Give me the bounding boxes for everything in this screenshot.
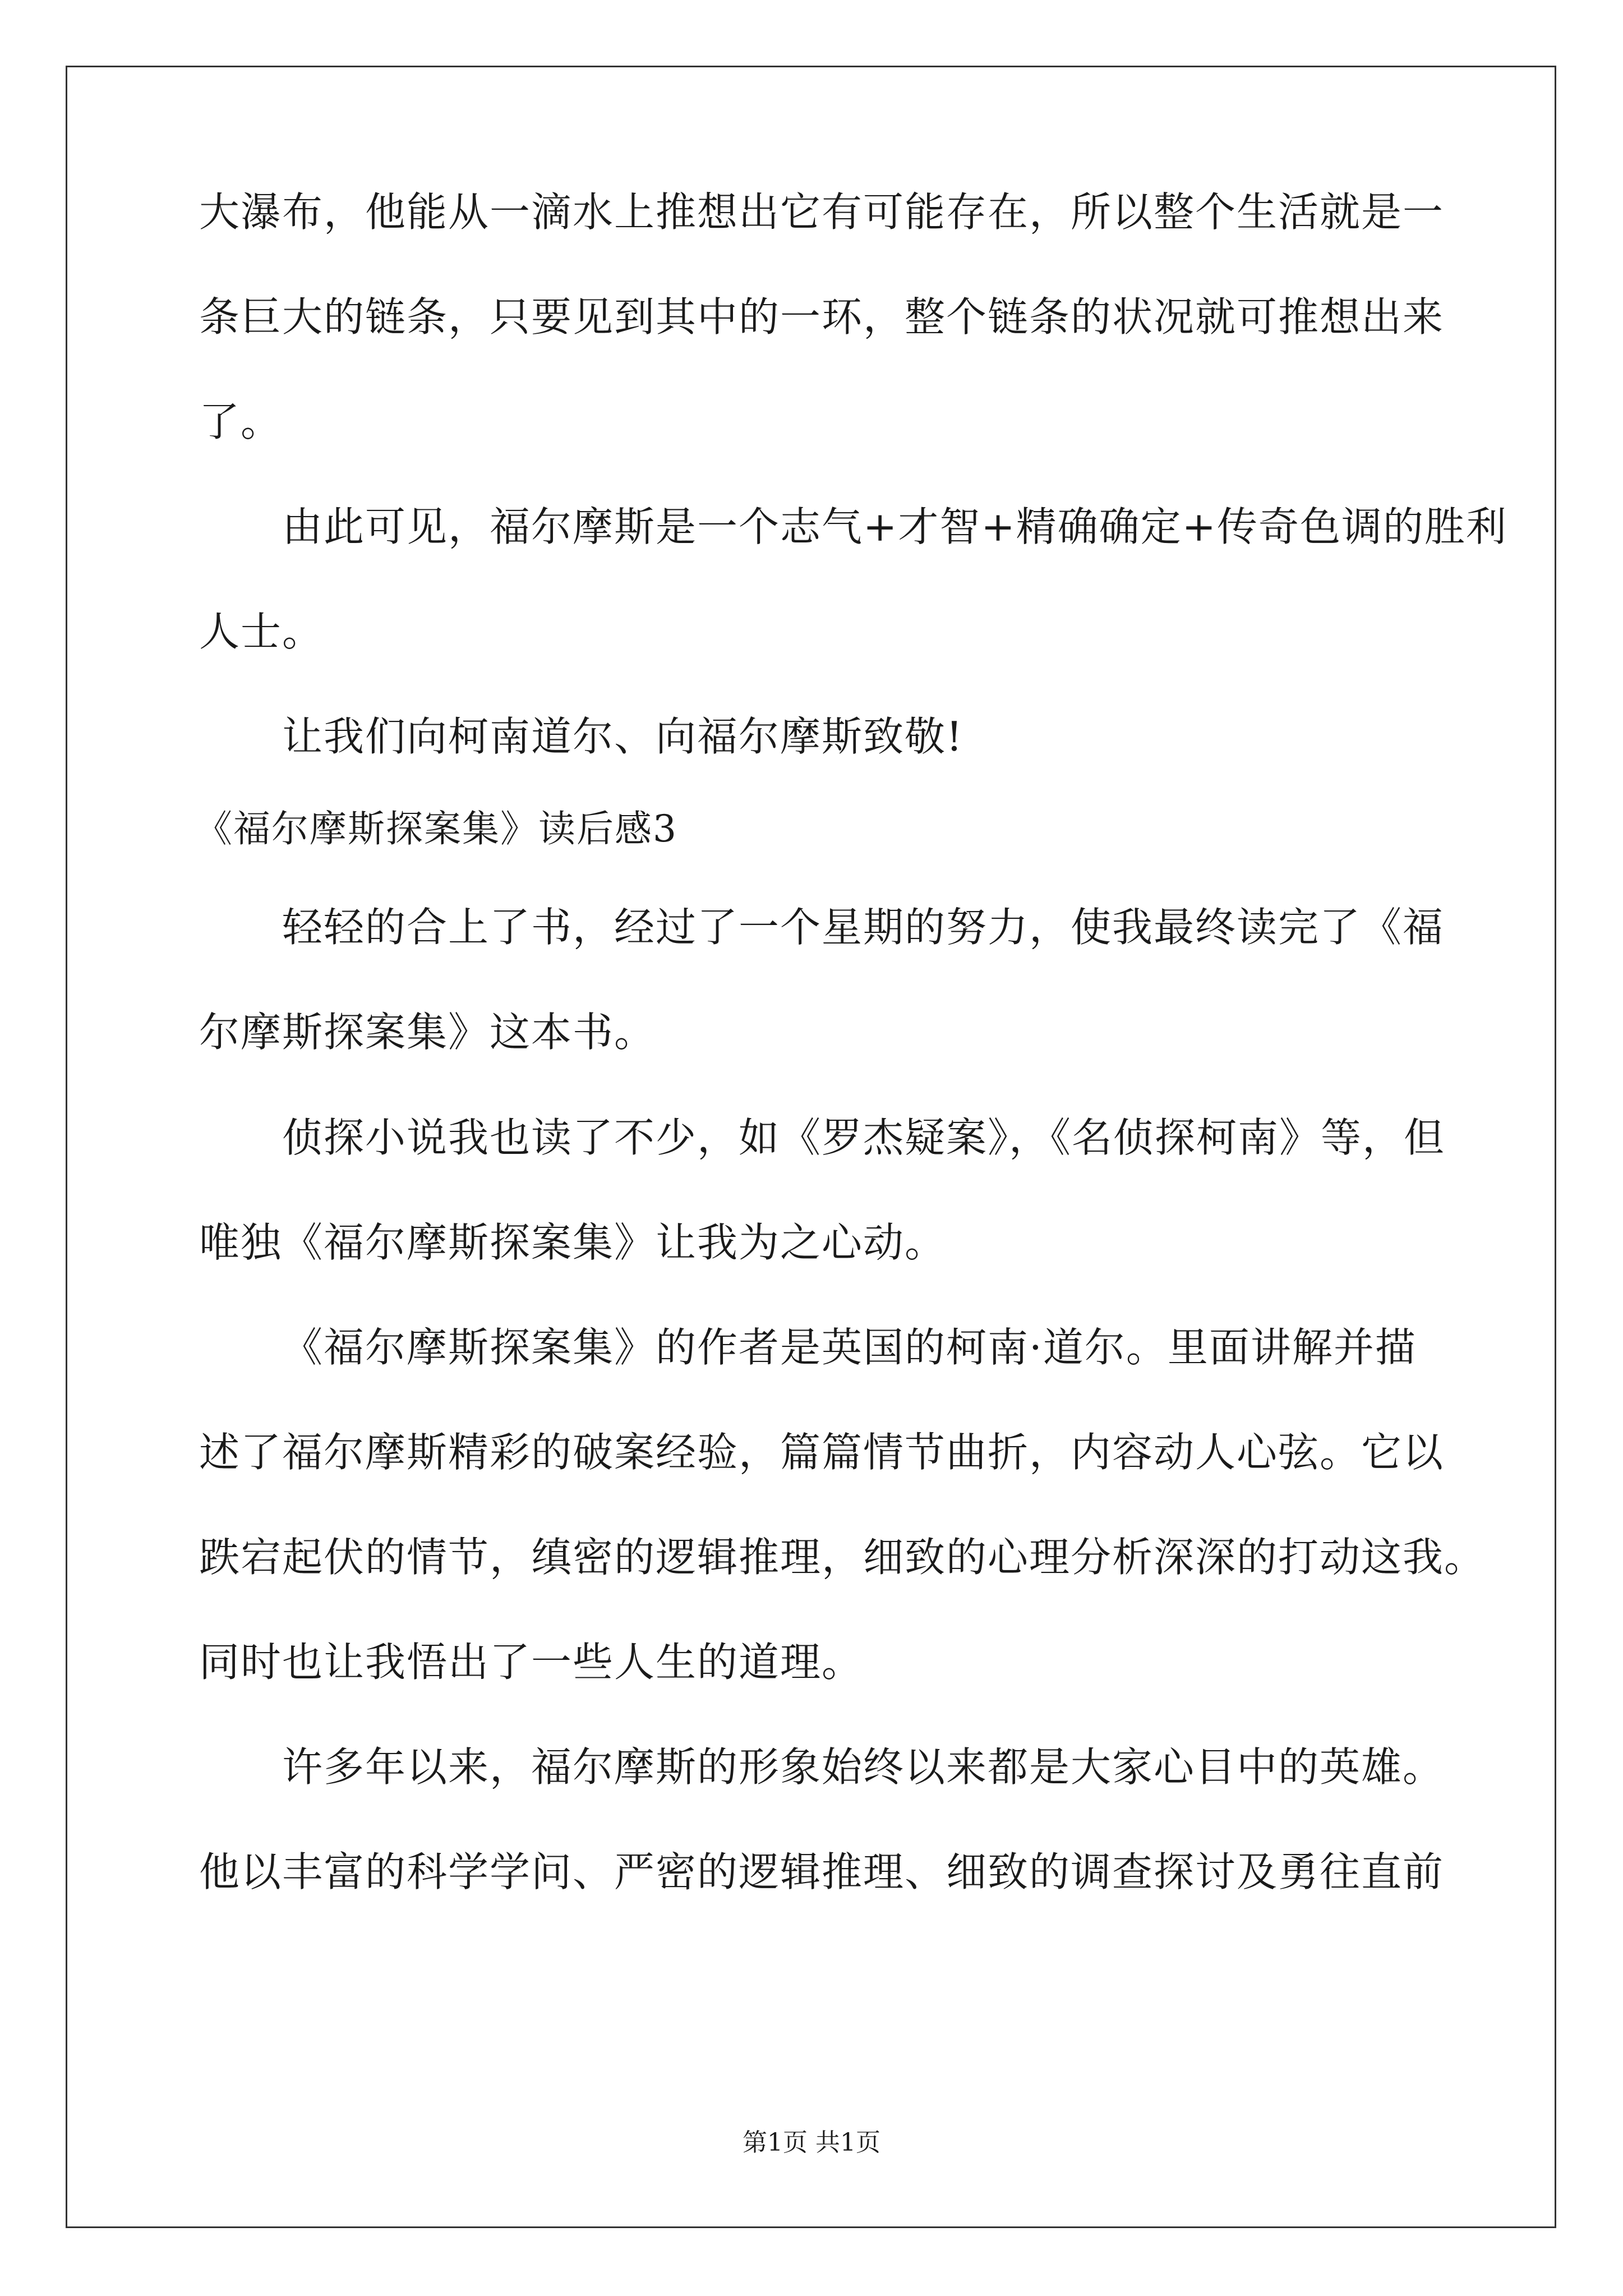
text-line: 跌宕起伏的情节，缜密的逻辑推理，细致的心理分析深深的打动这我。 [199,1534,1486,1581]
text-line: 侦探小说我也读了不少，如《罗杰疑案》，《名侦探柯南》等，但 [282,1114,1446,1161]
text-line: 《福尔摩斯探案集》的作者是英国的柯南·道尔。里面讲解并描 [282,1324,1417,1371]
text-line: 述了福尔摩斯精彩的破案经验，篇篇情节曲折，内容动人心弦。它以 [199,1429,1445,1476]
text-line: 同时也让我悟出了一些人生的道理。 [199,1639,864,1686]
text-line: 许多年以来，福尔摩斯的形象始终以来都是大家心目中的英雄。 [282,1743,1445,1791]
page-footer: 第1页 共1页 [743,2128,880,2157]
text-line: 唯独《福尔摩斯探案集》让我为之心动。 [199,1219,947,1266]
text-line: 轻轻的合上了书，经过了一个星期的努力，使我最终读完了《福 [282,904,1445,951]
text-line: 条巨大的链条，只要见到其中的一环，整个链条的状况就可推想出来 [199,293,1445,341]
text-line: 由此可见，福尔摩斯是一个志气+才智+精确确定+传奇色调的胜利 [282,503,1507,550]
section-heading: 《福尔摩斯探案集》读后感3 [195,807,677,850]
text-line: 人士。 [199,608,324,655]
text-line: 尔摩斯探案集》这本书。 [199,1009,656,1056]
text-line: 了。 [199,398,283,445]
text-line: 大瀑布，他能从一滴水上推想出它有可能存在，所以整个生活就是一 [199,188,1445,236]
text-line: 让我们向柯南道尔、向福尔摩斯致敬! [282,713,963,760]
text-line: 他以丰富的科学学问、严密的逻辑推理、细致的调查探讨及勇往直前 [199,1848,1445,1895]
